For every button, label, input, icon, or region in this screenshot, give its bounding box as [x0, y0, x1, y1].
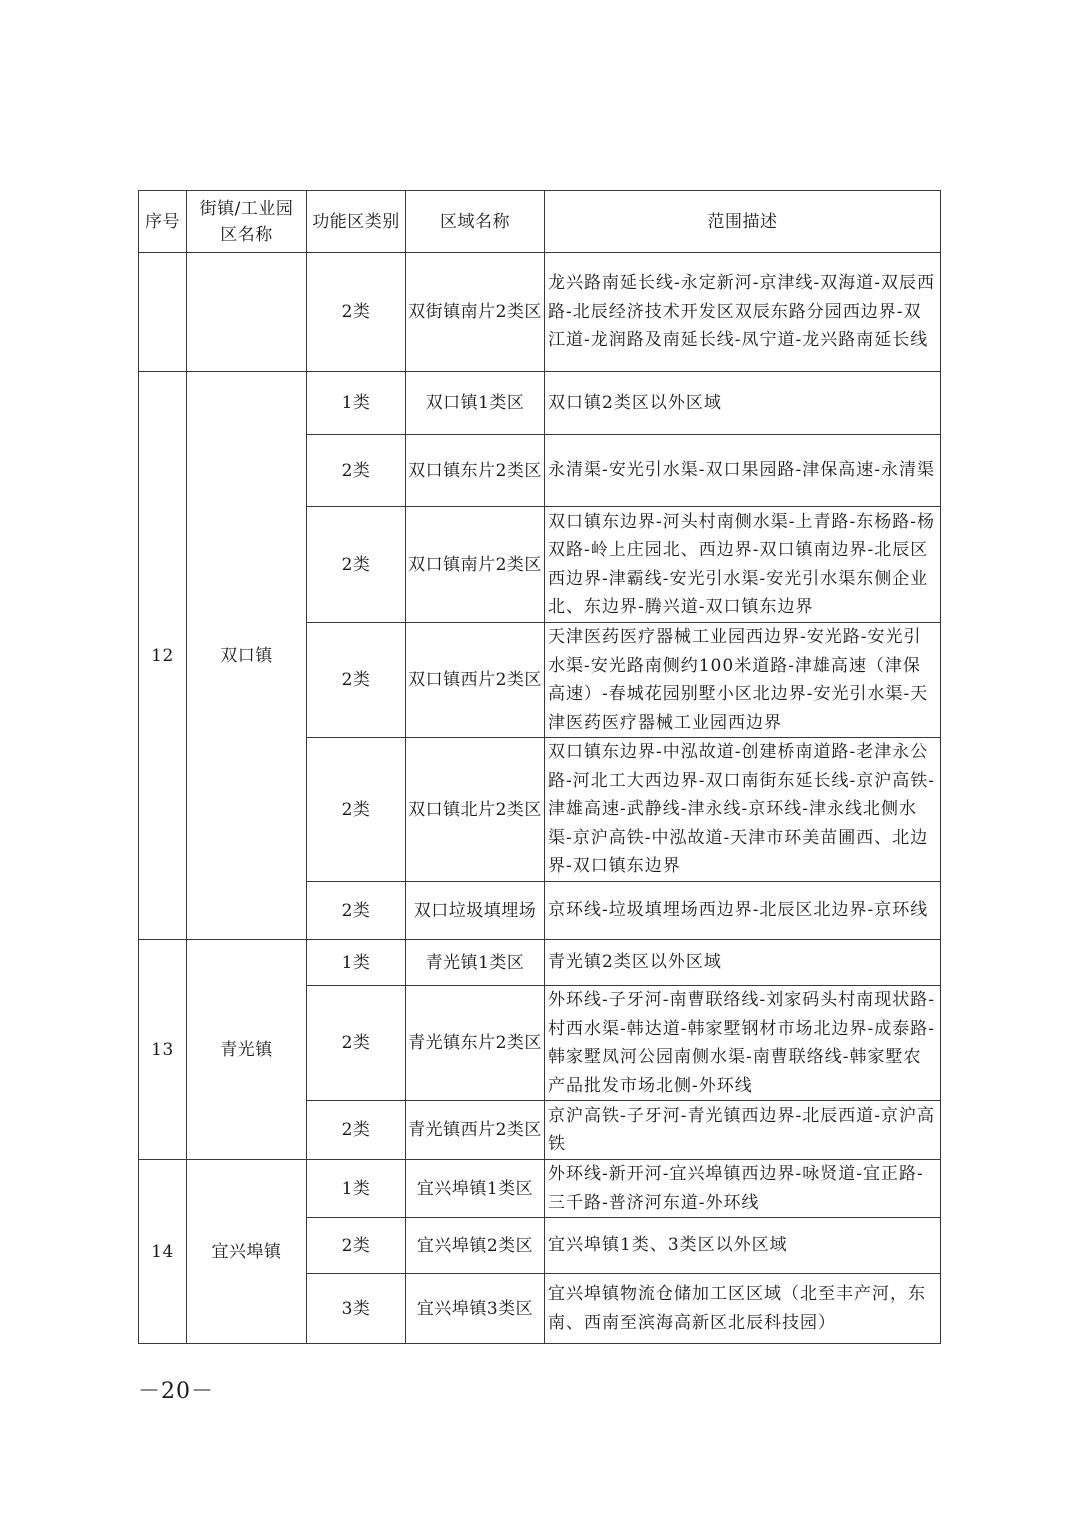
category-cell: 1类 [307, 940, 406, 986]
category-cell: 2类 [307, 623, 406, 738]
desc-cell: 京环线-垃圾填埋场西边界-北辰区北边界-京环线 [545, 882, 941, 940]
zoning-table [138, 190, 941, 1344]
area-cell: 宜兴埠镇1类区 [406, 1160, 545, 1218]
desc-cell: 京沪高铁-子牙河-青光镇西边界-北辰西道-京沪高铁 [545, 1101, 941, 1160]
header-area: 区域名称 [406, 191, 545, 253]
area-cell: 宜兴埠镇2类区 [406, 1218, 545, 1274]
desc-cell: 青光镇2类区以外区域 [545, 940, 941, 986]
area-cell: 双口镇1类区 [406, 372, 545, 435]
table-header-row [139, 191, 941, 253]
table-row [139, 1160, 941, 1218]
desc-cell: 双口镇2类区以外区域 [545, 372, 941, 435]
desc-cell: 外环线-新开河-宜兴埠镇西边界-咏贤道-宜正路-三千路-普济河东道-外环线 [545, 1160, 941, 1218]
town-cell: 双口镇 [187, 372, 307, 940]
town-cell: 宜兴埠镇 [187, 1160, 307, 1344]
category-cell: 2类 [307, 435, 406, 507]
table-row [139, 940, 941, 986]
desc-cell: 外环线-子牙河-南曹联络线-刘家码头村南现状路-村西水渠-韩达道-韩家墅钢材市场北边界-成泰路-韩家墅凤河公园南侧水渠-南曹联络线-韩家墅农产品批发市场北侧-外环线 [545, 986, 941, 1101]
area-cell: 青光镇东片2类区 [406, 986, 545, 1101]
category-cell: 2类 [307, 1101, 406, 1160]
category-cell: 1类 [307, 372, 406, 435]
seq-cell: 14 [139, 1160, 187, 1344]
area-cell: 双口镇西片2类区 [406, 623, 545, 738]
area-cell: 宜兴埠镇3类区 [406, 1274, 545, 1344]
header-seq: 序号 [139, 191, 187, 253]
town-cell [187, 253, 307, 372]
desc-cell: 宜兴埠镇1类、3类区以外区域 [545, 1218, 941, 1274]
area-cell: 双街镇南片2类区 [406, 253, 545, 372]
header-desc: 范围描述 [545, 191, 941, 253]
category-cell: 2类 [307, 253, 406, 372]
category-cell: 2类 [307, 507, 406, 623]
category-cell: 2类 [307, 986, 406, 1101]
desc-cell: 天津医药医疗器械工业园西边界-安光路-安光引水渠-安光路南侧约100米道路-津雄高速（津保高速）-春城花园别墅小区北边界-安光引水渠-天津医药医疗器械工业园西边界 [545, 623, 941, 738]
page-number: －20－ [138, 1379, 214, 1404]
header-town: 街镇/工业园区名称 [187, 191, 307, 253]
area-cell: 双口镇南片2类区 [406, 507, 545, 623]
seq-cell [139, 253, 187, 372]
category-cell: 2类 [307, 738, 406, 882]
desc-cell: 宜兴埠镇物流仓储加工区区域（北至丰产河，东南、西南至滨海高新区北辰科技园） [545, 1274, 941, 1344]
header-category: 功能区类别 [307, 191, 406, 253]
area-cell: 双口镇北片2类区 [406, 738, 545, 882]
category-cell: 1类 [307, 1160, 406, 1218]
category-cell: 2类 [307, 1218, 406, 1274]
area-cell: 青光镇1类区 [406, 940, 545, 986]
area-cell: 双口镇东片2类区 [406, 435, 545, 507]
category-cell: 2类 [307, 882, 406, 940]
desc-cell: 双口镇东边界-河头村南侧水渠-上青路-东杨路-杨双路-岭上庄园北、西边界-双口镇南边界-北辰区西边界-津霸线-安光引水渠-安光引水渠东侧企业北、东边界-腾兴道-双口镇东边界 [545, 507, 941, 623]
area-cell: 双口垃圾填埋场 [406, 882, 545, 940]
desc-cell: 永清渠-安光引水渠-双口果园路-津保高速-永清渠 [545, 435, 941, 507]
seq-cell: 13 [139, 940, 187, 1160]
desc-cell: 双口镇东边界-中泓故道-创建桥南道路-老津永公路-河北工大西边界-双口南街东延长线-京沪高铁-津雄高速-武静线-津永线-京环线-津永线北侧水渠-京沪高铁-中泓故道-天津市环美苗圃西、北边界-双口镇东边界 [545, 738, 941, 882]
table-row [139, 372, 941, 435]
table-row [139, 253, 941, 372]
area-cell: 青光镇西片2类区 [406, 1101, 545, 1160]
desc-cell: 龙兴路南延长线-永定新河-京津线-双海道-双辰西路-北辰经济技术开发区双辰东路分园西边界-双江道-龙润路及南延长线-凤宁道-龙兴路南延长线 [545, 253, 941, 372]
category-cell: 3类 [307, 1274, 406, 1344]
town-cell: 青光镇 [187, 940, 307, 1160]
seq-cell: 12 [139, 372, 187, 940]
